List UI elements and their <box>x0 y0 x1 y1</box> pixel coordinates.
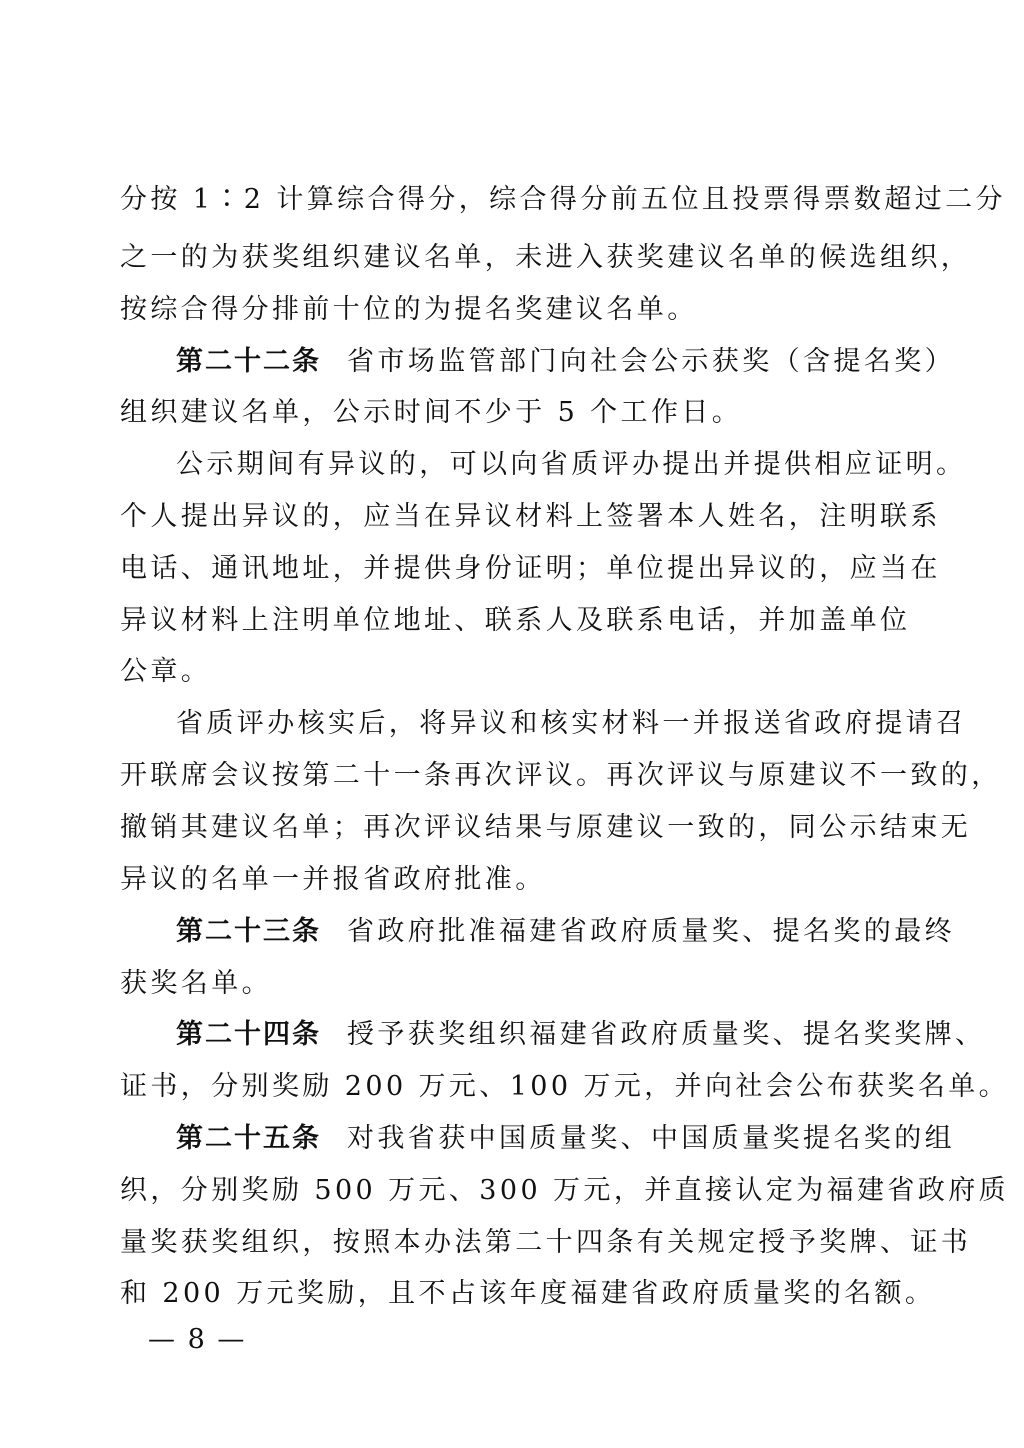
article-heading: 第二十五条 <box>176 1123 321 1154</box>
article-24-paragraph <box>176 1015 986 1055</box>
body-text-line: 电话、通讯地址，并提供身份证明；单位提出异议的，应当在 <box>120 553 941 584</box>
body-text-line: 织，分别奖励 500 万元、300 万元，并直接认定为福建省政府质 <box>120 1175 1010 1206</box>
body-text-line: 和 200 万元奖励，且不占该年度福建省政府质量奖的名额。 <box>120 1278 936 1309</box>
body-text-line: 公章。 <box>120 656 212 687</box>
body-text-line: 量奖获奖组织，按照本办法第二十四条有关规定授予奖牌、证书 <box>120 1227 972 1258</box>
body-text-line: 省质评办核实后，将异议和核实材料一并报送省政府提请召 <box>176 708 967 739</box>
body-text: 授予获奖组织福建省政府质量奖、提名奖奖牌、 <box>347 1019 986 1050</box>
body-text: 省市场监管部门向社会公示获奖（含提名奖） <box>347 346 955 377</box>
body-text-line: 按综合得分排前十位的为提名奖建议名单。 <box>120 294 698 325</box>
body-text-line: 组织建议名单，公示时间不少于 5 个工作日。 <box>120 397 743 428</box>
body-text-line: 获奖名单。 <box>120 968 272 999</box>
body-text-line: 开联席会议按第二十一条再次评议。再次评议与原建议不一致的， <box>120 760 1002 791</box>
body-text-line: 分按 1∶2 计算综合得分，综合得分前五位且投票得票数超过二分 <box>120 184 1006 215</box>
article-25-paragraph <box>176 1119 955 1159</box>
body-text-line: 个人提出异议的，应当在异议材料上签署本人姓名，注明联系 <box>120 501 941 532</box>
body-text-line: 异议材料上注明单位地址、联系人及联系电话，并加盖单位 <box>120 605 911 636</box>
article-heading: 第二十四条 <box>176 1019 321 1050</box>
body-text-line: 公示期间有异议的，可以向省质评办提出并提供相应证明。 <box>176 449 967 480</box>
article-heading: 第二十三条 <box>176 916 321 947</box>
article-23-paragraph <box>176 912 955 952</box>
page-number: — 8 — <box>148 1324 247 1355</box>
body-text-line: 证书，分别奖励 200 万元、100 万元，并向社会公布获奖名单。 <box>120 1071 1010 1102</box>
body-text-line: 异议的名单一并报省政府批准。 <box>120 864 546 895</box>
body-text-line: 撤销其建议名单；再次评议结果与原建议一致的，同公示结束无 <box>120 812 972 843</box>
body-text: 对我省获中国质量奖、中国质量奖提名奖的组 <box>347 1123 955 1154</box>
body-text: 省政府批准福建省政府质量奖、提名奖的最终 <box>347 916 955 947</box>
article-22-paragraph <box>176 342 955 382</box>
body-text-line: 之一的为获奖组织建议名单，未进入获奖建议名单的候选组织， <box>120 242 972 273</box>
article-heading: 第二十二条 <box>176 346 321 377</box>
